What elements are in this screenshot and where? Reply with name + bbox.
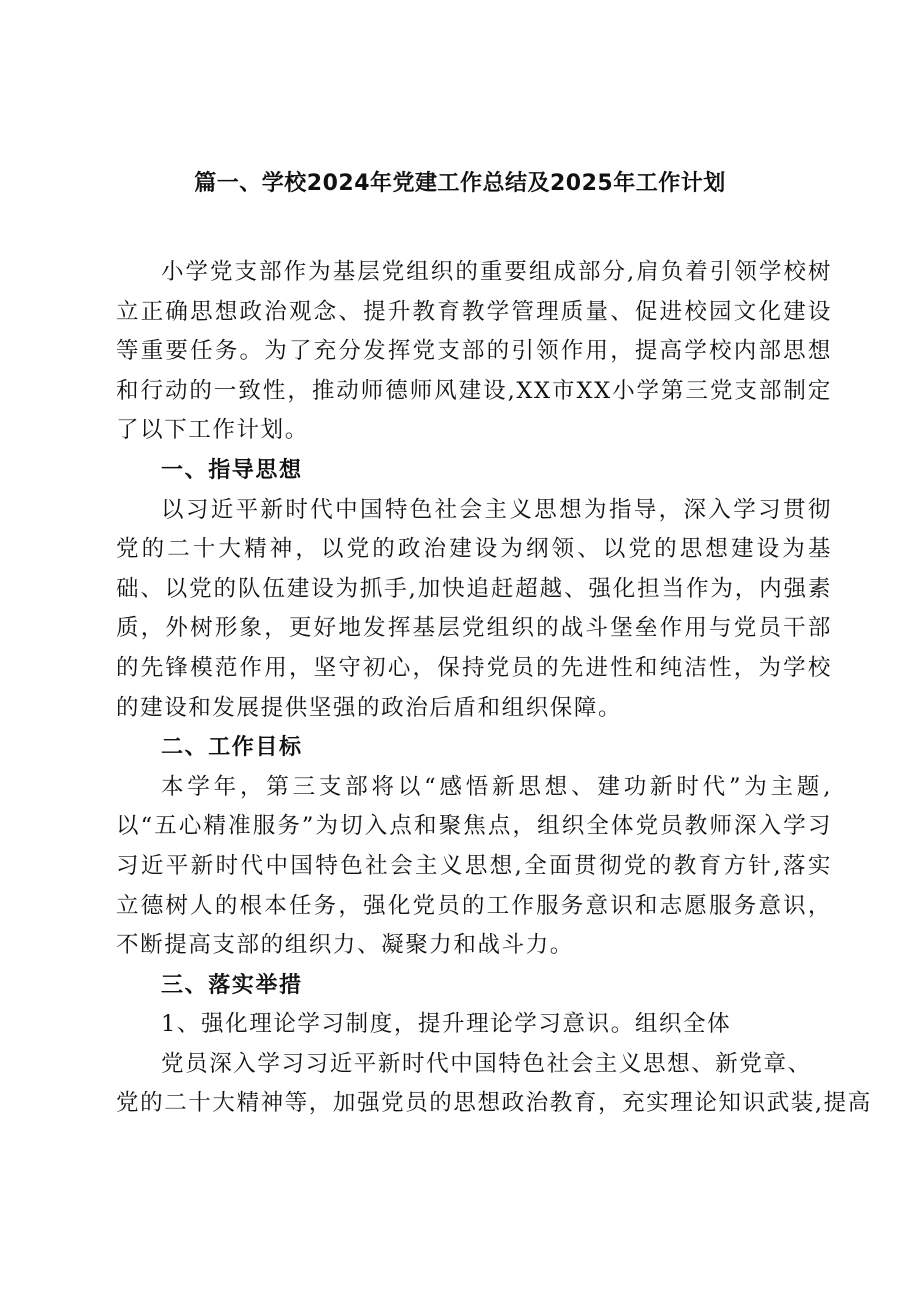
- measure-item-1-continued-2: 党的二十大精神等，加强党员的思想政治教育，充实理论知识武装,提高: [116, 1090, 872, 1117]
- section-paragraph-work-goals: 本学年，第三支部将以“感悟新思想、建功新时代”为主题,以“五心精准服务”为切入点和聚焦点，组织全体党员教师深入学习习近平新时代中国特色社会主义思想,全面贯彻党的教育方针,落实立德树人的根本任务，强化党员的工作服务意识和志愿服务意识，不断提高支部的组织力、凝聚力和战斗力。: [116, 773, 832, 959]
- document-body: [116, 253, 872, 1124]
- section-paragraph-guiding-ideology: 以习近平新时代中国特色社会主义思想为指导，深入学习贯彻党的二十大精神，以党的政治建设为纲领、以党的思想建设为基础、以党的队伍建设为抓手,加快追赶超越、强化担当作为，内强素质，外树形象，更好地发挥基层党组织的战斗堡垒作用与党员干部的先锋模范作用，坚守初心，保持党员的先进性和纯洁性，为学校的建设和发展提供坚强的政治后盾和组织保障。: [116, 496, 832, 721]
- measure-item-1-continued: 党员深入学习习近平新时代中国特色社会主义思想、新党章、: [161, 1050, 812, 1077]
- measure-item-1: 1、强化理论学习制度，提升理论学习意识。组织全体: [161, 1011, 732, 1038]
- section-heading-measures: 三、落实举措: [161, 972, 303, 998]
- document-title: 篇一、学校2024年党建工作总结及2025年工作计划: [194, 171, 726, 196]
- section-heading-work-goals: 二、工作目标: [161, 735, 303, 761]
- section-heading-guiding-ideology: 一、指导思想: [161, 457, 303, 483]
- intro-paragraph: 小学党支部作为基层党组织的重要组成部分,肩负着引领学校树立正确思想政治观念、提升教育教学管理质量、促进校园文化建设等重要任务。为了充分发挥党支部的引领作用，提高学校内部思想和行动的一致性，推动师德师风建设,XX市XX小学第三党支部制定了以下工作计划。: [116, 259, 832, 444]
